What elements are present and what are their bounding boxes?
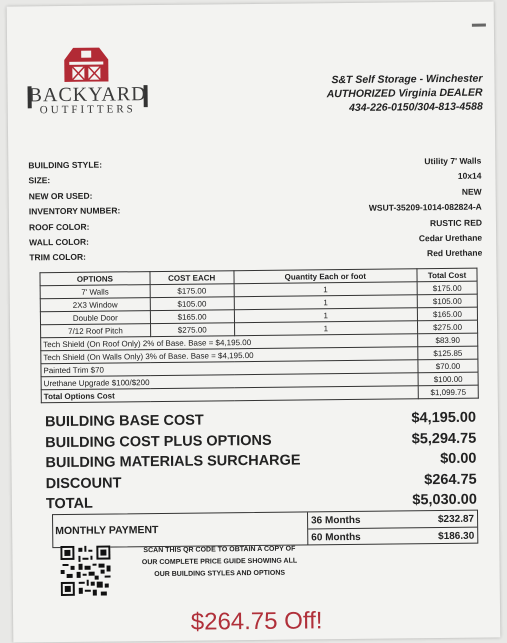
- payment-option: [308, 527, 477, 546]
- option-cost: $165.00: [150, 310, 234, 324]
- logo-word-backyard: BACKYARD: [28, 83, 147, 107]
- extra-option-label: Urethane Upgrade $100/$200: [41, 373, 418, 390]
- qr-text-line: OUR COMPLETE PRICE GUIDE SHOWING ALL: [141, 557, 298, 567]
- column-header: COST EACH: [150, 271, 234, 285]
- dealer-authorization: AUTHORIZED Virginia DEALER: [326, 86, 483, 101]
- qr-text-line: SCAN THIS QR CODE TO OBTAIN A COPY OF: [143, 545, 296, 555]
- option-total: $165.00: [417, 307, 477, 321]
- total-value: $264.75: [424, 471, 477, 488]
- logo-word-outfitters: OUTFITTERS: [39, 103, 136, 117]
- total-options-value: $1,099.75: [418, 385, 478, 399]
- backyard-outfitters-logo: [23, 45, 152, 116]
- totals-section: [45, 408, 477, 515]
- info-label: SIZE:: [28, 175, 51, 186]
- total-label: DISCOUNT: [45, 475, 122, 492]
- info-label: WALL COLOR:: [29, 236, 90, 248]
- dealer-name: S&T Self Storage - Winchester: [331, 72, 483, 87]
- info-value: NEW: [461, 186, 482, 197]
- dealer-info: [326, 72, 482, 116]
- option-cost: $105.00: [150, 297, 234, 311]
- total-options-label: Total Options Cost: [41, 386, 418, 403]
- option-qty: 1: [234, 321, 418, 336]
- column-header: Total Cost: [417, 268, 477, 282]
- options-table: [39, 268, 478, 404]
- info-label: TRIM COLOR:: [29, 252, 87, 263]
- extra-option-total: $83.90: [418, 333, 478, 347]
- option-name: 7' Walls: [40, 285, 150, 299]
- extra-option-total: $100.00: [418, 372, 478, 386]
- extra-option-label: Painted Trim $70: [41, 360, 418, 377]
- option-name: 7/12 Roof Pitch: [41, 324, 151, 338]
- monthly-payment-box: [52, 510, 478, 548]
- extra-option-label: Tech Shield (On Roof Only) 2% of Base. Base = $4,195.00: [41, 334, 418, 351]
- total-label: TOTAL: [45, 495, 93, 513]
- total-label: BUILDING BASE COST: [44, 412, 204, 431]
- total-label: BUILDING COST PLUS OPTIONS: [45, 432, 272, 451]
- monthly-payment-label: MONTHLY PAYMENT: [53, 512, 308, 547]
- qr-text-line: OUR BUILDING STYLES AND OPTIONS: [154, 569, 286, 579]
- total-value: $5,294.75: [411, 430, 477, 448]
- option-qty: 1: [234, 308, 418, 323]
- option-qty: 1: [234, 295, 418, 310]
- barn-icon: [61, 45, 111, 82]
- dealer-phone: 434-226-0150/304-813-4588: [348, 100, 483, 114]
- option-total: $105.00: [417, 294, 477, 308]
- building-info: [28, 156, 482, 268]
- payment-term: 60 Months: [311, 531, 361, 543]
- total-value: $5,030.00: [412, 491, 477, 509]
- column-header: OPTIONS: [40, 272, 150, 286]
- extra-option-total: $70.00: [418, 359, 478, 373]
- discount-offer: $264.75 Off!: [190, 607, 323, 636]
- info-value: WSUT-35209-1014-082824-A: [368, 201, 482, 213]
- payment-amount: $232.87: [437, 513, 475, 525]
- payment-amount: $186.30: [438, 530, 475, 542]
- info-value: Cedar Urethane: [418, 232, 483, 244]
- qr-instructions: [120, 543, 318, 581]
- option-total: $275.00: [418, 320, 478, 334]
- total-value: $0.00: [440, 450, 477, 468]
- info-label: INVENTORY NUMBER:: [28, 205, 121, 217]
- option-qty: 1: [234, 282, 418, 297]
- info-value: Utility 7' Walls: [424, 155, 482, 167]
- extra-option-label: Tech Shield (On Walls Only) 3% of Base. Base = $4,195.00: [41, 347, 418, 364]
- info-value: Red Urethane: [426, 247, 483, 259]
- option-name: 2X3 Window: [40, 298, 150, 312]
- option-cost: $275.00: [150, 323, 234, 337]
- option-cost: $175.00: [150, 284, 234, 298]
- option-total: $175.00: [417, 281, 477, 295]
- option-name: Double Door: [40, 311, 150, 325]
- column-header: Quantity Each or foot: [234, 269, 418, 284]
- extra-option-total: $125.85: [418, 346, 478, 360]
- info-label: BUILDING STYLE:: [28, 159, 103, 171]
- info-label: ROOF COLOR:: [28, 221, 90, 232]
- payment-option: [308, 511, 477, 529]
- qr-code-icon[interactable]: [60, 546, 111, 597]
- price-sheet: [7, 1, 501, 642]
- info-value: RUSTIC RED: [429, 217, 483, 228]
- clip-mark: [472, 24, 486, 27]
- info-label: NEW OR USED:: [28, 190, 93, 202]
- info-value: 10x14: [457, 170, 482, 182]
- monthly-payment-options: [308, 511, 477, 545]
- payment-term: 36 Months: [311, 514, 361, 526]
- total-label: BUILDING MATERIALS SURCHARGE: [45, 452, 301, 472]
- total-value: $4,195.00: [411, 409, 477, 427]
